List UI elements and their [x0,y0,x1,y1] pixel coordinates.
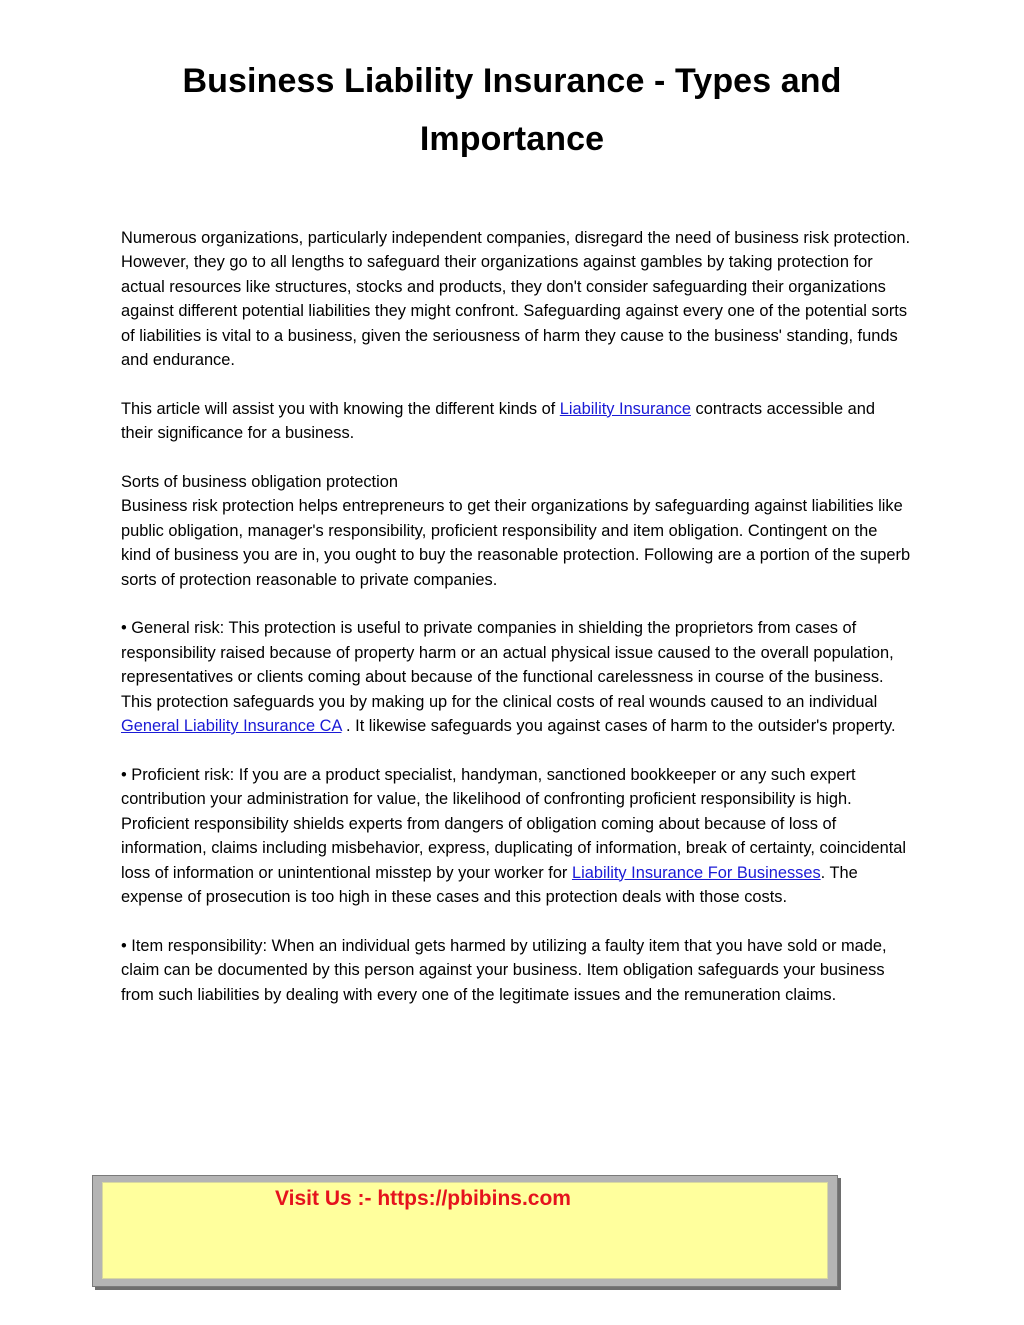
purpose-text-after: contracts accessible and their significance for a business. [121,399,876,443]
proficient-risk-text-after: . The expense of prosecution is too high in these cases and this protection deals with those costs. [121,863,858,906]
page-title-line-2: Importance [419,120,605,158]
page-title-line-1: Business Liability Insurance - Types and [182,62,842,100]
page-title [120,52,904,168]
footer-banner [92,1175,838,1287]
liability-insurance-for-businesses-link[interactable]: Liability Insurance For Businesses [571,863,821,882]
sorts-section [121,470,911,592]
general-risk-paragraph [121,616,911,738]
item-responsibility-paragraph: • Item responsibility: When an individual gets harmed by utilizing a faulty item that you have sold or made, claim can be documented by this person against your business. Item obligation safeguards your business from such liabilities by dealing with every one of the legitimate issues and the remuneration claims. [121,936,887,1004]
liability-insurance-link[interactable]: Liability Insurance [559,399,691,418]
article-purpose-paragraph [121,397,911,446]
general-risk-text-after: . It likewise safeguards you against cases of harm to the outsider's property. [341,717,896,736]
proficient-risk-paragraph [121,763,911,909]
intro-paragraph: Numerous organizations, particularly independent companies, disregard the need of business risk protection. However, they go to all lengths to safeguard their organizations against gambles by taking protection for actual resources like structures, stocks and products, they don't consider safeguarding their organizations against different potential liabilities they might confront. Safeguarding against every one of the potential sorts of liabilities is vital to a business, given the seriousness of harm they cause to the business' standing, funds and endurance. [121,229,911,370]
visit-us-text: Visit Us :- https://pbibins.com [275,1187,571,1210]
general-liability-insurance-ca-link[interactable]: General Liability Insurance CA [121,717,342,736]
sorts-section-heading: Sorts of business obligation protection [121,473,398,492]
purpose-text-before: This article will assist you with knowing the different kinds of [121,399,560,418]
article-body [121,226,911,1031]
proficient-risk-text-before: • Proficient risk: If you are a product specialist, handyman, sanctioned bookkeeper or any such expert contribution your administration for value, the likelihood of confronting proficient responsibility is high. Proficient responsibility shields experts from dangers of obligation coming about because of loss of information, claims including misbehavior, express, duplicating of information, break of certainty, coincidental loss of information or unintentional misstep by your worker for [121,765,907,882]
footer-banner-inner [102,1182,828,1279]
general-risk-text-before: • General risk: This protection is useful to private companies in shielding the proprietors from cases of responsibility raised because of property harm or an actual physical issue caused to the overall population, representatives or clients coming about because of the functional carelessness in course of the business. This protection safeguards you by making up for the clinical costs of real wounds caused to an individual [121,619,894,711]
sorts-section-body: Business risk protection helps entrepreneurs to get their organizations by safeguarding against liabilities like public obligation, manager's responsibility, proficient responsibility and item obligation. Contingent on the kind of business you are in, you ought to buy the reasonable protection. Following are a portion of the superb sorts of protection reasonable to private companies. [121,497,911,589]
